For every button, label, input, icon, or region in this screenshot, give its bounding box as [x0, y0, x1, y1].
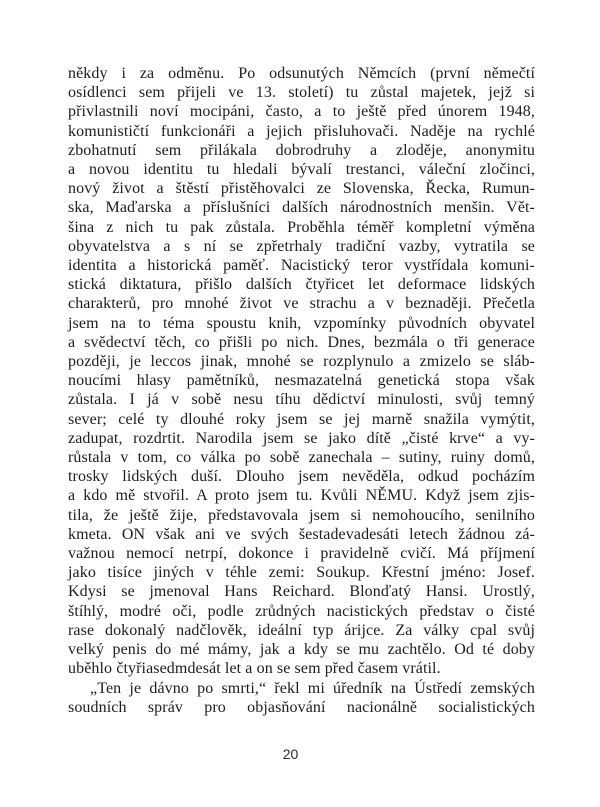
text-line: šina z nich tu pak zůstala. Proběhla téměř kompletní výměna: [68, 218, 535, 236]
text-line: rase dokonalý nadčlověk, ideální typ árijce. Za války cpal svůj: [68, 621, 535, 639]
text-line: později, je leccos jinak, mnohé se rozplynulo a zmizelo se sláb-: [68, 353, 535, 371]
text-line: trosky lidských duší. Dlouho jsem nevěděla, odkud pocházím: [68, 468, 535, 486]
text-line: velký penis do mé mámy, jak a kdy se mu zachtělo. Od té doby: [68, 641, 535, 659]
text-line: přivlastnili noví mocipáni, často, a to ještě před únorem 1948,: [68, 103, 535, 121]
text-line: Kdysi se jmenoval Hans Reichard. Blonďatý Hansi. Urostlý,: [68, 583, 535, 601]
text-line: noucími hlasy pamětníků, nesmazatelná genetická stopa však: [68, 372, 535, 390]
text-line: jako tisíce jiných v téhle zemi: Soukup. Křestní jméno: Josef.: [68, 564, 535, 582]
text-line: stická diktatura, přišlo dalších čtyřicet let deformace lidských: [68, 276, 535, 294]
text-line: jsem na to téma spoustu knih, vzpomínky původních obyvatel: [68, 314, 535, 332]
text-line: važnou nemocí netrpí, dokonce i pravidelně cvičí. Má příjmení: [68, 545, 535, 563]
text-line: nový život a štěstí přistěhovalci ze Slovenska, Řecka, Rumun-: [68, 180, 535, 198]
text-line: zadupat, rozdrtit. Narodila jsem se jako dítě „čisté krve“ a vy-: [68, 429, 535, 447]
text-line: soudních správ pro objasňování nacionálně socialistických: [68, 698, 535, 716]
text-line: identita a historická paměť. Nacistický teror vystřídala komuni-: [68, 257, 535, 275]
page-number: 20: [282, 746, 299, 762]
text-line: „Ten je dávno po smrti,“ řekl mi úředník na Ústředí zemských: [90, 679, 535, 697]
text-line: někdy i za odměnu. Po odsunutých Němcích (první němečtí: [68, 65, 535, 82]
text-line: komunističtí funkcionáři a jejich přisluhovači. Naděje na rychlé: [68, 122, 535, 140]
text-line: zbohatnutí sem přilákala dobrodruhy a zloděje, anonymitu: [68, 141, 535, 159]
text-line: sever; celé ty dlouhé roky jsem se jej marně snažila vymýtit,: [68, 410, 535, 428]
text-line: kmeta. ON však ani ve svých šestadevadesáti letech žádnou zá-: [68, 525, 535, 543]
text-line: ska, Maďarska a příslušníci dalších národnostních menšin. Vět-: [68, 199, 535, 217]
text-line: a svědectví těch, co přišli po nich. Dnes, bezmála o tři generace: [68, 333, 535, 351]
text-line: a kdo mě stvořil. A proto jsem tu. Kvůli NĚMU. Když jsem zjis-: [68, 487, 535, 505]
text-line: obyvatelstva a s ní se zpřetrhaly tradiční vazby, vytratila se: [68, 237, 535, 255]
text-line: tila, že ještě žije, představovala jsem si nemohoucího, senilního: [68, 506, 535, 524]
text-line: osídlenci sem přijeli ve 13. století) tu zůstal majetek, jejž si: [68, 84, 535, 102]
text-line: a novou identitu tu hledali bývalí trestanci, váleční zločinci,: [68, 161, 535, 179]
text-line: zůstala. I já v sobě nesu tíhu dědictví minulosti, svůj temný: [68, 391, 535, 409]
text-line: štíhlý, modré oči, podle zrůdných nacistických představ o čisté: [68, 602, 535, 620]
text-line: růstala v tom, co válka po sobě zanechala – sutiny, ruiny domů,: [68, 449, 535, 467]
text-line: charakterů, pro mnohé život ve strachu a v beznaději. Přečetla: [68, 295, 535, 313]
text-line: uběhlo čtyřiasedmdesát let a on se sem před časem vrátil.: [68, 660, 441, 678]
page-text: [68, 64, 535, 717]
